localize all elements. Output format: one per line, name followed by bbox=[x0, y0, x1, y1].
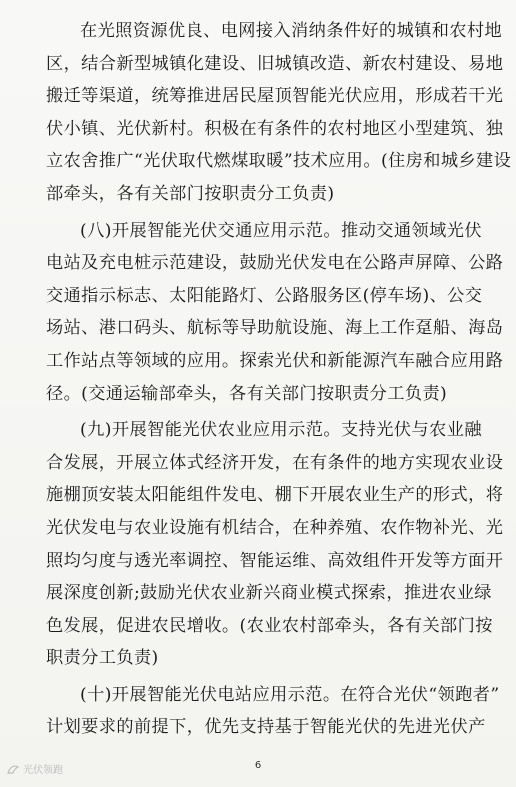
text-line: (八)开展智能光伏交通应用示范。推动交通领域光伏 bbox=[80, 220, 482, 241]
text-line: 计划要求的前提下，优先支持基于智能光伏的先进光伏产 bbox=[46, 717, 486, 738]
text-line: 职责分工负责) bbox=[46, 648, 159, 669]
text-line: 光伏发电与农业设施有机结合，在种养殖、农作物补光、光 bbox=[46, 517, 504, 538]
text-line: 合发展，开展立体式经济开发，在有条件的地方实现农业设 bbox=[46, 452, 504, 473]
text-line: 电站及充电桩示范建设，鼓励光伏发电在公路声屏障、公路 bbox=[46, 253, 504, 274]
text-line: 区，结合新型城镇化建设、旧城镇改造、新农村建设、易地 bbox=[46, 53, 504, 74]
document-body bbox=[46, 15, 512, 744]
text-line: 立农舍推广“光伏取代燃煤取暖”技术应用。(住房和城乡建设 bbox=[46, 151, 512, 172]
text-line: 伏小镇、光伏新村。积极在有条件的农村地区小型建筑、独 bbox=[46, 118, 504, 139]
text-line: 展深度创新;鼓励光伏农业新兴商业模式探索，推进农业绿 bbox=[46, 583, 492, 604]
text-line: 工作站点等领域的应用。探索光伏和新能源汽车融合应用路 bbox=[46, 350, 504, 371]
text-line: 色发展，促进农民增收。(农业农村部牵头，各有关部门按 bbox=[46, 615, 493, 636]
text-line: 搬迁等渠道，统筹推进居民屋顶智能光伏应用，形成若干光 bbox=[46, 86, 504, 107]
text-line: 场站、港口码头、航标等导助航设施、海上工作趸船、海岛 bbox=[46, 318, 504, 339]
watermark bbox=[6, 761, 63, 776]
text-line: 径。(交通运输部牵头，各有关部门按职责分工负责) bbox=[46, 383, 448, 404]
text-line: 在光照资源优良、电网接入消纳条件好的城镇和农村地 bbox=[80, 21, 503, 41]
text-line: (九)开展智能光伏农业应用示范。支持光伏与农业融 bbox=[80, 420, 482, 441]
text-line: (十)开展智能光伏电站应用示范。在符合光伏“领跑者” bbox=[80, 684, 500, 705]
watermark-logo-icon bbox=[6, 763, 20, 775]
watermark-text: 光伏领跑 bbox=[23, 765, 63, 776]
text-line: 交通指示标志、太阳能路灯、公路服务区(停车场)、公交 bbox=[46, 285, 483, 306]
text-line: 施棚顶安装太阳能组件发电、棚下开展农业生产的形式，将 bbox=[46, 485, 504, 506]
text-line: 照均匀度与透光率调控、智能运维、高效组件开发等方面开 bbox=[46, 550, 504, 571]
text-line: 部牵头，各有关部门按职责分工负责) bbox=[46, 183, 335, 204]
page-number: 6 bbox=[254, 760, 262, 771]
